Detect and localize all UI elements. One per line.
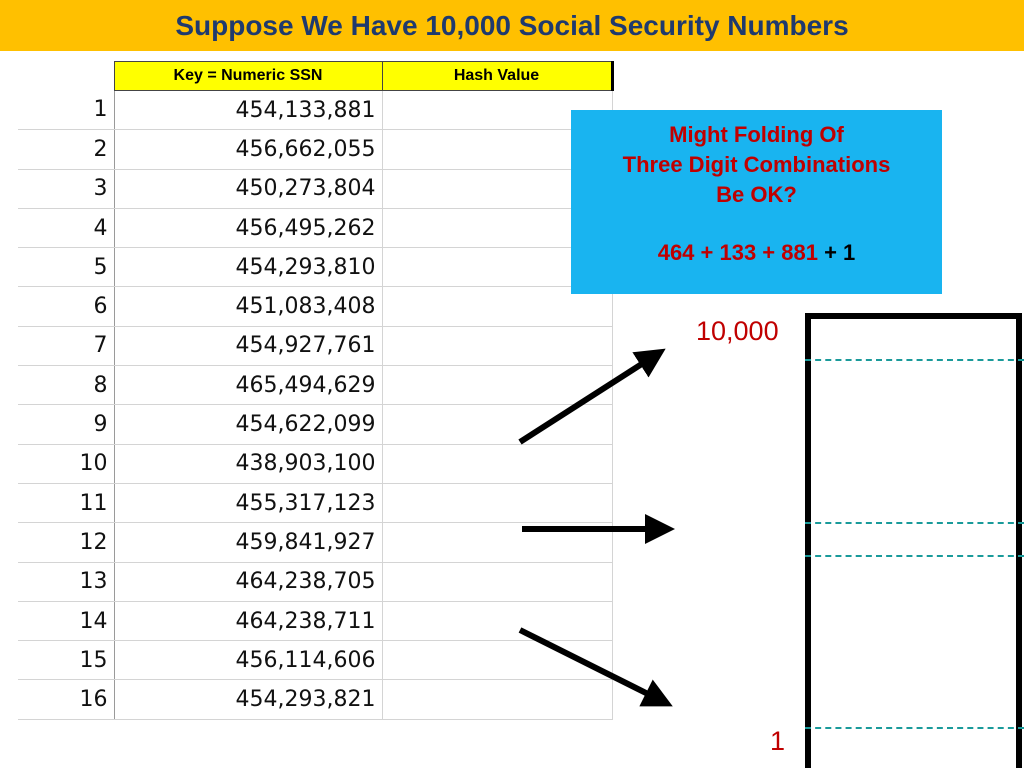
row-number: 10: [18, 444, 114, 483]
row-number: 1: [18, 91, 114, 130]
row-number: 2: [18, 130, 114, 169]
row-number: 15: [18, 641, 114, 680]
ssn-cell: 438,903,100: [114, 444, 382, 483]
ssn-cell: 456,495,262: [114, 208, 382, 247]
slot-line: [805, 727, 1024, 729]
row-number: 4: [18, 208, 114, 247]
ssn-cell: 454,622,099: [114, 405, 382, 444]
ssn-cell: 456,662,055: [114, 130, 382, 169]
ssn-cell: 450,273,804: [114, 169, 382, 208]
ssn-cell: 465,494,629: [114, 366, 382, 405]
header-key: Key = Numeric SSN: [114, 62, 382, 91]
callout-line-3: Be OK?: [716, 182, 797, 207]
ssn-cell: 464,238,705: [114, 562, 382, 601]
ssn-cell: 454,293,810: [114, 248, 382, 287]
ssn-cell: 454,293,821: [114, 680, 382, 719]
row-number: 6: [18, 287, 114, 326]
hash-table-bucket: [805, 313, 1022, 768]
arrow-up-icon: [520, 360, 648, 442]
formula-sum: 464 + 133 + 881: [657, 240, 818, 265]
row-number: 3: [18, 169, 114, 208]
slot-line: [805, 522, 1024, 524]
callout-line-2: Three Digit Combinations: [622, 152, 891, 177]
row-number: 12: [18, 523, 114, 562]
bucket-top-label: 10,000: [696, 316, 779, 346]
row-number: 5: [18, 248, 114, 287]
ssn-cell: 455,317,123: [114, 483, 382, 522]
row-number: 14: [18, 601, 114, 640]
bucket-bottom-label: 1: [770, 726, 786, 756]
row-number: 11: [18, 483, 114, 522]
ssn-cell: 451,083,408: [114, 287, 382, 326]
callout-line-1: Might Folding Of: [669, 122, 844, 147]
row-number: 13: [18, 562, 114, 601]
row-number: 9: [18, 405, 114, 444]
ssn-cell: 454,927,761: [114, 326, 382, 365]
slide-title: Suppose We Have 10,000 Social Security Numbers: [175, 9, 849, 41]
formula-plus-one: + 1: [824, 240, 856, 265]
arrow-down-icon: [520, 630, 654, 697]
ssn-cell: 456,114,606: [114, 641, 382, 680]
slot-line: [805, 359, 1024, 361]
row-number: 16: [18, 680, 114, 719]
header-hash: Hash Value: [382, 62, 612, 91]
ssn-cell: 464,238,711: [114, 601, 382, 640]
slot-line: [805, 555, 1024, 557]
ssn-cell: 459,841,927: [114, 523, 382, 562]
ssn-cell: 454,133,881: [114, 91, 382, 130]
row-number: 8: [18, 366, 114, 405]
row-number: 7: [18, 326, 114, 365]
